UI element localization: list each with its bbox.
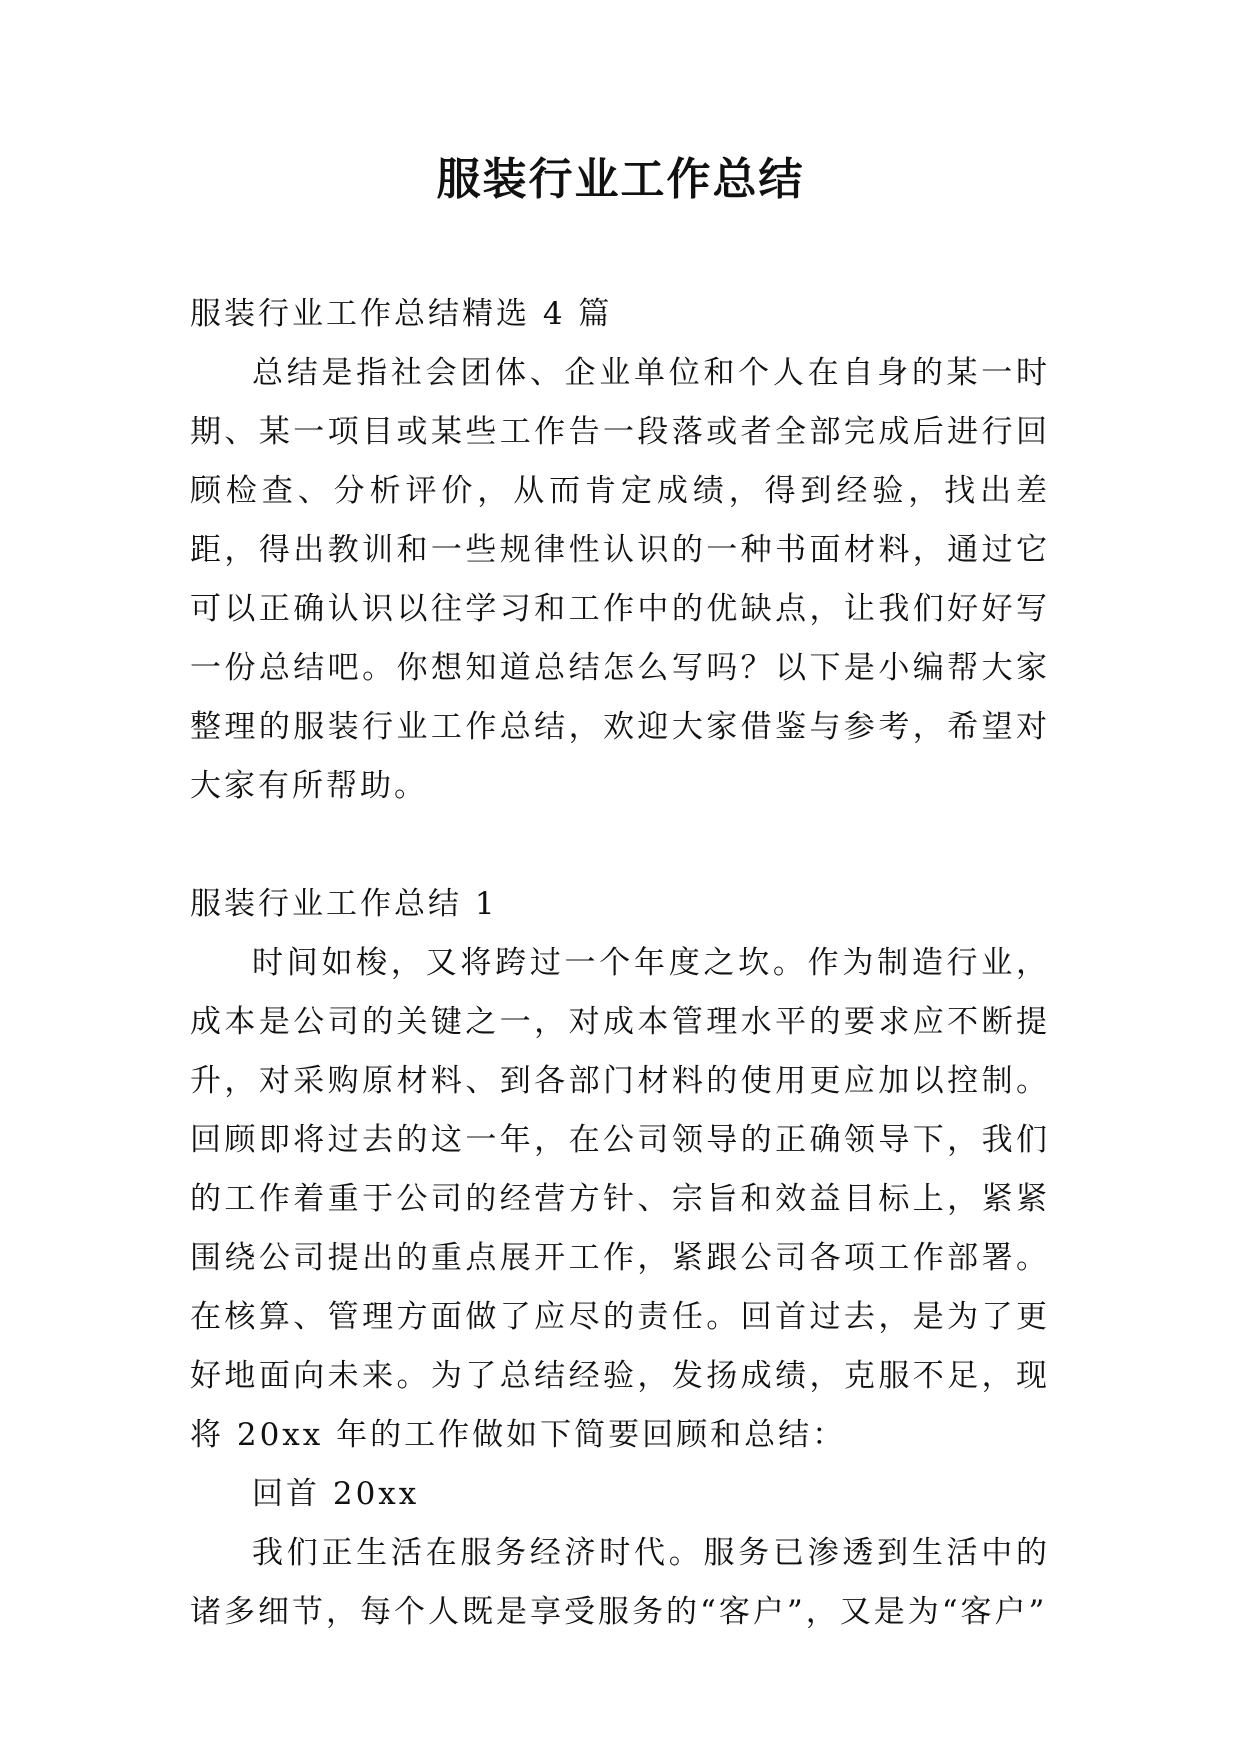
section-spacer xyxy=(190,816,1050,875)
intro-paragraph: 总结是指社会团体、企业单位和个人在自身的某一时期、某一项目或某些工作告一段落或者全部完成后进行回顾检查、分析评价，从而肯定成绩，得到经验，找出差距，得出教训和一些规律性认识的一种书面材料，通过它可以正确认识以往学习和工作中的优缺点，让我们好好写一份总结吧。你想知道总结怎么写吗？以下是小编帮大家整理的服装行业工作总结，欢迎大家借鉴与参考，希望对大家有所帮助。 xyxy=(190,355,1050,804)
document-subtitle: 服装行业工作总结精选 4 篇 xyxy=(190,296,613,332)
section-heading: 服装行业工作总结 1 xyxy=(190,886,498,922)
section-paragraph: 时间如梭，又将跨过一个年度之坎。作为制造行业，成本是公司的关键之一，对成本管理水平的要求应不断提升，对采购原材料、到各部门材料的使用更应加以控制。回顾即将过去的这一年，在公司领导的正确领导下，我们的工作着重于公司的经营方针、宗旨和效益目标上，紧紧围绕公司提出的重点展开工作，紧跟公司各项工作部署。在核算、管理方面做了应尽的责任。回首过去，是为了更好地面向未来。为了总结经验，发扬成绩，克服不足，现将 20xx 年的工作做如下简要回顾和总结： xyxy=(190,945,1050,1453)
section-paragraph-continued: 我们正生活在服务经济时代。服务已渗透到生活中的诸多细节，每个人既是享受服务的“客户”，又是为“客户” xyxy=(190,1535,1050,1630)
section-subheading: 回首 20xx xyxy=(252,1476,420,1512)
document-title: 服装行业工作总结 xyxy=(436,154,805,205)
document-body xyxy=(190,285,1050,1642)
